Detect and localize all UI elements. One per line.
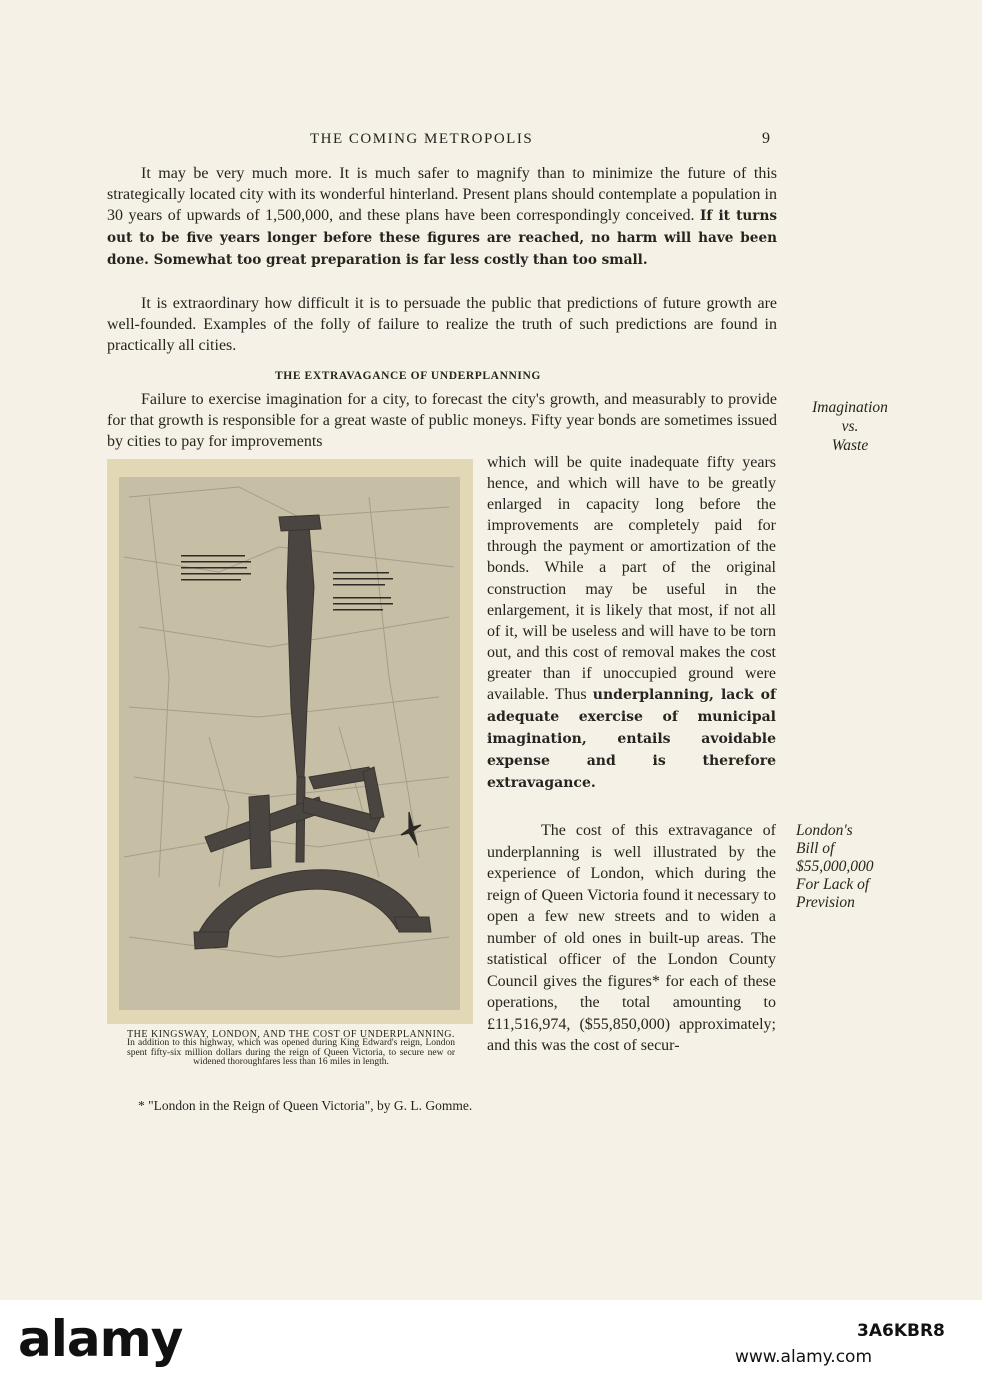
paragraph-4 bbox=[487, 452, 776, 795]
image-id: 3A6KBR8 bbox=[857, 1321, 945, 1341]
margin-note-line: Imagination bbox=[812, 399, 888, 416]
paragraph-2: It is extraordinary how difficult it is to persuade the public that predictions of future growth are well-founded. Examples of the folly of failure to realize the truth of such predictions are found in practically all cities. bbox=[107, 295, 777, 354]
alamy-logo: alamy bbox=[18, 1310, 183, 1368]
page-number: 9 bbox=[762, 130, 770, 147]
margin-note-line: For Lack of bbox=[796, 876, 870, 893]
paragraph-5: The cost of this extravagance of underplanning is well illustrated by the experience of London, which during the reign of Queen Victoria found it necessary to open a few new streets and to widen a number of old ones in built-up areas. The statistical officer of the London County Council gives the figures* for each of these operations, the total amounting to £11,516,974, ($55,850,000) approximately; and this was the cost of secur- bbox=[487, 822, 776, 1054]
figure-caption bbox=[127, 1030, 455, 1068]
footnote: * "London in the Reign of Queen Victoria", by G. L. Gomme. bbox=[138, 1098, 473, 1113]
caption-body: In addition to this highway, which was opened during King Edward's reign, London spent fifty-six million dollars during the reign of Queen Victoria, to secure new or widened thoroughfares less than 16 miles in length. bbox=[127, 1038, 455, 1068]
margin-note-line: Prevision bbox=[796, 894, 855, 911]
paragraph-1 bbox=[107, 163, 777, 271]
watermark-url: www.alamy.com bbox=[735, 1347, 873, 1367]
running-head: THE COMING METROPOLIS bbox=[310, 131, 534, 147]
paragraph-4-text: which will be quite inadequate fifty years hence, and which will have to be greatly enlarged in capacity long before the improvements are completely paid for through the payment or amortization of the bonds. While a part of the original construction may be useful in the enlargement, it is likely that most, if not all of it, will be useless and will have to be torn out, and this cost of removal makes the cost greater than if unoccupied ground were available. Thus bbox=[487, 454, 776, 704]
section-heading: THE EXTRAVAGANCE OF UNDERPLANNING bbox=[275, 370, 541, 382]
margin-note-line: Waste bbox=[831, 437, 869, 454]
paragraph-3: Failure to exercise imagination for a city, to forecast the city's growth, and measurably to provide for that growth is responsible for a great waste of public moneys. Fifty year bonds are sometimes issued by cities to pay for improvements bbox=[107, 391, 777, 450]
map-drawing bbox=[119, 477, 460, 1010]
margin-note-imagination bbox=[795, 398, 905, 455]
paragraph-4-bold: underplanning, lack of adequate exercise of municipal imagination, entails avoidable expense and is therefore extravagance. bbox=[487, 687, 776, 792]
map-figure bbox=[107, 459, 473, 1024]
paragraph-1-text: It may be very much more. It is much safer to magnify than to minimize the future of this strategically located city with its wonderful hinterland. Present plans should contemplate a population in 30 years of upwards of 1,500,000, and these plans have been correspondingly conceived. bbox=[107, 165, 777, 224]
margin-note-line: vs. bbox=[841, 418, 859, 435]
caption-title: THE KINGSWAY, LONDON, AND THE COST OF UNDERPLANNING. bbox=[127, 1029, 455, 1040]
margin-note-line: London's bbox=[796, 822, 853, 839]
kingsway-map-image bbox=[119, 477, 460, 1010]
margin-note-line: Bill of bbox=[796, 840, 835, 857]
margin-note-line: $55,000,000 bbox=[796, 858, 874, 875]
margin-note-londons-bill bbox=[796, 822, 906, 912]
paragraph-1-bold: If it turns out to be five years longer before these figures are reached, no harm will have been done. Somewhat too great preparation is far less costly than too small. bbox=[107, 208, 777, 268]
